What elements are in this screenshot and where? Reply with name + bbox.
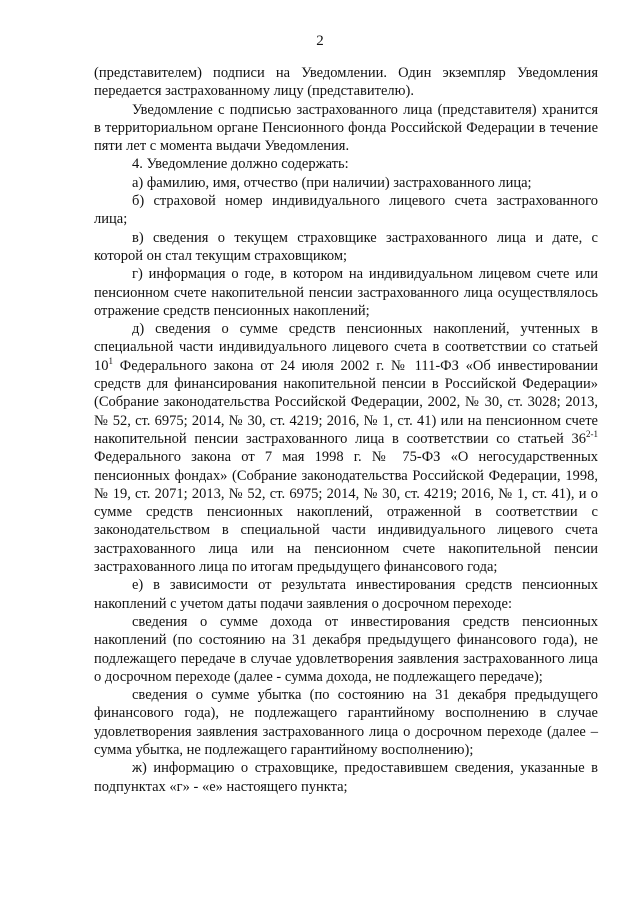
paragraph: ж) информацию о страховщике, предоставившем сведения, указанные в подпунктах «г» - «е» настоящего пункта; (94, 760, 598, 795)
paragraph: 4. Уведомление должно содержать: (132, 156, 349, 173)
paragraph-d-part: Федерального закона от 7 мая 1998 г. № 75-ФЗ «О негосударственных пенсионных фондах» (Собрание законодательства Российской Федерации, 1998, № 19, ст. 2071; 2013, № 52, ст. 6975; 2014, № 30, ст. 4219; 2016, № 1, ст. 41), и о сумме средств пенсионных накоплений, отраженной в соответствии с законодательством в специальной части индивидуального лицевого счета застрахованного лица или на пенсионном счете накопительной пенсии застрахованного лица по итогам предыдущего финансового года; (94, 449, 598, 576)
paragraph-d-part: Федерального закона от 24 июля 2002 г. № 111-ФЗ «Об инвестировании средств для финансирования накопительной пенсии в Российской Федерации» (Собрание законодательства Российской Федерации, 2002, № 30, ст. 3028; 2013, № 52, ст. 6975; 2014, № 30, ст. 4219; 2016, № 1, ст. 41) или на пенсионном счете накопительной пенсии застрахованного лица в соответствии со статьей 36 (94, 357, 598, 447)
paragraph: г) информация о годе, в котором на индивидуальном лицевом счете или пенсионном счете накопительной пенсии застрахованного лица осуществлялось отражение средств пенсионных накоплений; (94, 266, 598, 319)
paragraph: а) фамилию, имя, отчество (при наличии) застрахованного лица; (132, 174, 532, 191)
paragraph: (представителем) подписи на Уведомлении. Один экземпляр Уведомления передается застрахованному лицу (представителю). (94, 65, 598, 100)
paragraph: б) страховой номер индивидуального лицевого счета застрахованного лица; (94, 193, 598, 228)
paragraph-d-part: д) сведения о сумме средств пенсионных накоплений, учтенных в специальной части индивидуального лицевого счета в соответствии со статьей 10 (94, 321, 598, 374)
paragraph: в) сведения о текущем страховщике застрахованного лица и дате, с которой он стал текущим страховщиком; (94, 229, 598, 264)
page-number: 2 (316, 33, 324, 49)
document-body (94, 64, 598, 796)
superscript: 1 (108, 355, 113, 366)
paragraph-d (94, 320, 598, 576)
paragraph: Уведомление с подписью застрахованного лица (представителя) хранится в территориальном органе Пенсионного фонда Российской Федерации в течение пяти лет с момента выдачи Уведомления. (94, 101, 598, 155)
paragraph: сведения о сумме убытка (по состоянию на 31 декабря предыдущего финансового года), не подлежащего гарантийному восполнению в случае удовлетворения заявления застрахованного лица о досрочном переходе (далее – сумма убытка, не подлежащего гарантийному восполнению); (94, 687, 598, 758)
paragraph: сведения о сумме дохода от инвестирования средств пенсионных накоплений (по состоянию на 31 декабря предыдущего финансового года), не подлежащего передаче в случае удовлетворения заявления застрахованного лица о досрочном переходе (далее - сумма дохода, не подлежащего передаче); (94, 613, 598, 685)
superscript: 2-1 (586, 428, 598, 439)
paragraph: е) в зависимости от результата инвестирования средств пенсионных накоплений с учетом даты подачи заявления о досрочном переходе: (94, 577, 598, 612)
